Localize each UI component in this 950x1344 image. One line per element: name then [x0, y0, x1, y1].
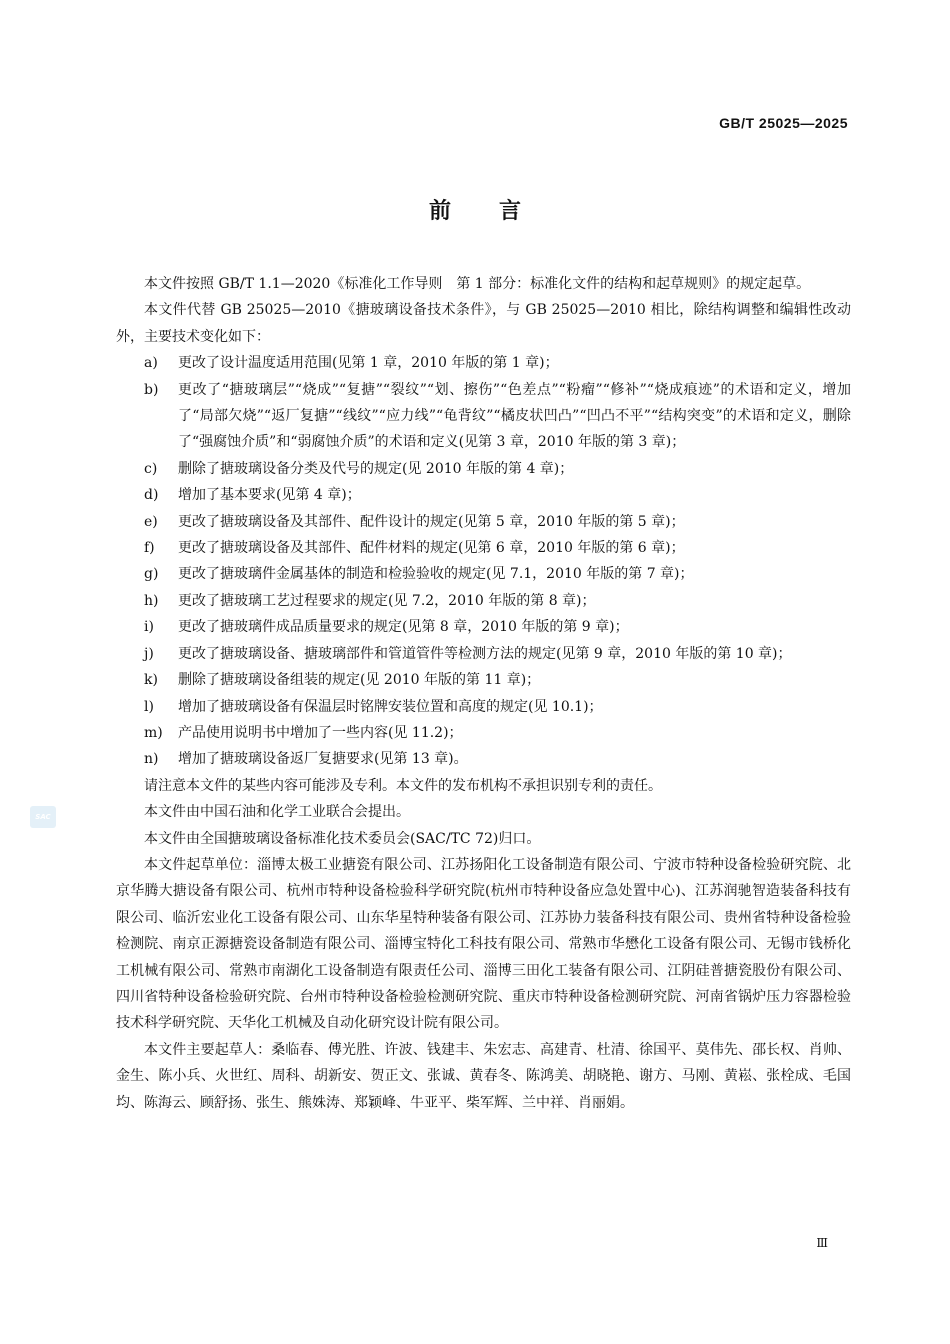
list-item: [116, 456, 851, 482]
paragraph-replacement: 本文件代替 GB 25025—2010《搪玻璃设备技术条件》，与 GB 25025—2010 相比，除结构调整和编辑性改动外，主要技术变化如下：: [116, 302, 851, 345]
list-item-text: 更改了搪玻璃件成品质量要求的规定(见第 8 章，2010 年版的第 9 章)；: [178, 619, 629, 636]
list-item-label: d): [144, 487, 159, 504]
list-item-label: c): [144, 460, 158, 477]
list-item: [116, 588, 851, 614]
page-title: 前言: [428, 199, 569, 224]
list-item-label: n): [144, 751, 159, 768]
list-item: [116, 509, 851, 535]
list-item-label: j): [144, 645, 154, 662]
page-number: Ⅲ: [816, 1236, 828, 1250]
list-item-label: e): [144, 513, 158, 530]
document-body: [116, 271, 851, 1116]
list-item: [116, 746, 851, 772]
list-item-label: g): [144, 566, 159, 583]
list-item-label: l): [144, 698, 154, 715]
list-item-text: 更改了搪玻璃设备、搪玻璃部件和管道管件等检测方法的规定(见第 9 章，2010 年版的第 10 章)；: [178, 645, 792, 662]
paragraph-drafting-units: 本文件起草单位：淄博太极工业搪瓷有限公司、江苏扬阳化工设备制造有限公司、宁波市特种设备检验研究院、北京华腾大搪设备有限公司、杭州市特种设备检验科学研究院(杭州市特种设备应急处置中心)、江苏润驰智造装备科技有限公司、临沂宏业化工设备有限公司、山东华星特种装备有限公司、江苏协力装备科技有限公司、贵州省特种设备检验检测院、南京正源搪瓷设备制造有限公司、淄博宝特化工科技有限公司、常熟市华懋化工设备有限公司、无锡市钱桥化工机械有限公司、常熟市南湖化工设备制造有限责任公司、淄博三田化工装备有限公司、江阴硅普搪瓷股份有限公司、四川省特种设备检验研究院、台州市特种设备检验检测研究院、重庆市特种设备检测研究院、河南省锅炉压力容器检验技术科学研究院、天华化工机械及自动化研究设计院有限公司。: [116, 856, 851, 1032]
list-item-text: 更改了搪玻璃设备及其部件、配件设计的规定(见第 5 章，2010 年版的第 5 章)；: [178, 513, 685, 530]
list-item-label: m): [144, 724, 163, 741]
list-item-text: 更改了搪玻璃设备及其部件、配件材料的规定(见第 6 章，2010 年版的第 6 章)；: [178, 540, 685, 557]
list-item-label: h): [144, 592, 159, 609]
list-item: [116, 720, 851, 746]
list-item-text: 更改了搪玻璃工艺过程要求的规定(见 7.2，2010 年版的第 8 章)；: [178, 592, 596, 609]
list-item-text: 增加了搪玻璃设备返厂复搪要求(见第 13 章)。: [178, 751, 468, 768]
list-item: [116, 377, 851, 456]
list-item: [116, 614, 851, 640]
paragraph-patent-notice: 请注意本文件的某些内容可能涉及专利。本文件的发布机构不承担识别专利的责任。: [144, 777, 662, 794]
list-item: [116, 535, 851, 561]
list-item-label: b): [144, 381, 159, 398]
list-item: [116, 641, 851, 667]
sac-watermark-logo: SAC: [30, 806, 56, 828]
list-item: [116, 482, 851, 508]
paragraph-proposer: 本文件由中国石油和化学工业联合会提出。: [144, 804, 410, 821]
standard-number: GB/T 25025—2025: [719, 115, 848, 131]
list-item-label: k): [144, 672, 158, 689]
list-item: [116, 350, 851, 376]
list-item: [116, 694, 851, 720]
paragraph-drafters: 本文件主要起草人：桑临春、傅光胜、许波、钱建丰、朱宏志、高建青、杜清、徐国平、莫伟先、邵长权、肖帅、金生、陈小兵、火世红、周科、胡新安、贺正文、张诚、黄春冬、陈鸿美、胡晓艳、谢方、马刚、黄崧、张栓成、毛国均、陈海云、顾舒扬、张生、熊姝涛、郑颖峰、牛亚平、柴军辉、兰中祥、肖丽娟。: [116, 1041, 851, 1111]
paragraph-committee: 本文件由全国搪玻璃设备标准化技术委员会(SAC/TC 72)归口。: [144, 830, 541, 847]
list-item-text: 删除了搪玻璃设备组装的规定(见 2010 年版的第 11 章)；: [178, 672, 541, 689]
list-item-text: 更改了“搪玻璃层”“烧成”“复搪”“裂纹”“划、擦伤”“色差点”“粉瘤”“修补”“烧成痕迹”的术语和定义，增加了“局部欠烧”“返厂复搪”“线纹”“应力线”“龟背纹”“橘皮状凹凸”“凹凸不平”“结构突变”的术语和定义，删除了“强腐蚀介质”和“弱腐蚀介质”的术语和定义(见第 3 章，2010 年版的第 3 章)；: [178, 381, 851, 451]
list-item-label: a): [144, 355, 158, 372]
list-item-text: 增加了基本要求(见第 4 章)；: [178, 487, 361, 504]
list-item-text: 产品使用说明书中增加了一些内容(见 11.2)；: [178, 724, 463, 741]
list-item: [116, 667, 851, 693]
list-item: [116, 561, 851, 587]
change-list: [116, 350, 851, 773]
paragraph-drafting-rules: 本文件按照 GB/T 1.1—2020《标准化工作导则 第 1 部分：标准化文件的结构和起草规则》的规定起草。: [144, 276, 811, 292]
list-item-text: 更改了设计温度适用范围(见第 1 章，2010 年版的第 1 章)；: [178, 355, 559, 372]
list-item-text: 增加了搪玻璃设备有保温层时铭牌安装位置和高度的规定(见 10.1)；: [178, 698, 603, 715]
list-item-label: i): [144, 619, 154, 636]
list-item-text: 更改了搪玻璃件金属基体的制造和检验验收的规定(见 7.1，2010 年版的第 7 章)；: [178, 566, 694, 583]
list-item-text: 删除了搪玻璃设备分类及代号的规定(见 2010 年版的第 4 章)；: [178, 460, 574, 477]
list-item-label: f): [144, 540, 155, 557]
